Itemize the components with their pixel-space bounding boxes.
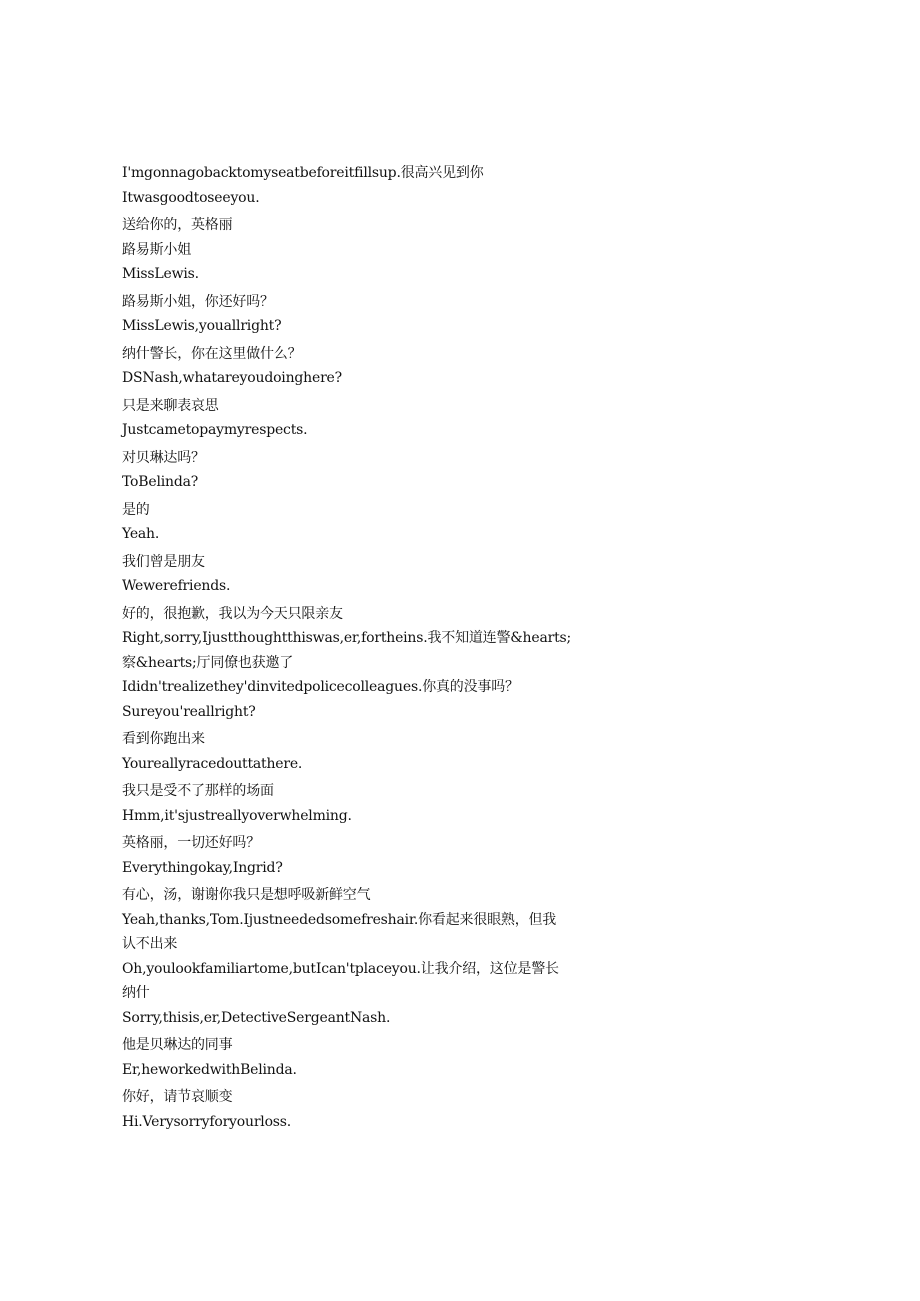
transcript-line: Er,heworkedwithBelinda.: [122, 1061, 297, 1078]
transcript-line: Right,sorry,Ijustthoughtthiswas,er,fortheins.我不知道连警&hearts;: [122, 630, 572, 646]
transcript-line: ToBelinda?: [122, 474, 199, 490]
transcript-line: 路易斯小姐: [122, 241, 191, 258]
transcript-line: 英格丽，一切还好吗？: [122, 835, 260, 851]
transcript-line: 我们曾是朋友: [122, 553, 205, 570]
transcript-line: Hmm,it'sjustreallyoverwhelming.: [122, 807, 352, 824]
transcript-line: Hi.Verysorryforyourloss.: [122, 1113, 292, 1130]
transcript-line: I'mgonnagobacktomyseatbeforeitfillsup.很高兴见到你: [122, 165, 484, 181]
transcript-line: Yeah,thanks,Tom.Ijustneededsomefreshair.你看起来很眼熟，但我: [122, 911, 557, 928]
transcript-line: Itwasgoodtoseeyou.: [122, 189, 260, 206]
transcript-line: Yeah.: [122, 526, 160, 542]
transcript-line: 路易斯小姐，你还好吗？: [122, 293, 274, 310]
transcript-line: 是的: [122, 501, 150, 518]
transcript-line: Justcametopaymyrespects.: [122, 422, 308, 438]
transcript-line: 你好，请节哀顺变: [122, 1089, 233, 1105]
transcript-line: Sorry,thisis,er,DetectiveSergeantNash.: [122, 1009, 391, 1026]
transcript-line: 有心，汤，谢谢你我只是想呼吸新鲜空气: [122, 887, 371, 903]
transcript-line: Sureyou'reallright?: [122, 703, 256, 720]
transcript-line: 察&hearts;厅同僚也获邀了: [122, 654, 294, 671]
transcript-line: Youreallyracedouttathere.: [122, 755, 303, 772]
transcript-line: MissLewis,youallright?: [122, 318, 282, 334]
transcript-line: DSNash,whatareyoudoinghere?: [122, 370, 342, 386]
transcript-line: 只是来聊表哀思: [122, 397, 219, 414]
transcript-line: Oh,youlookfamiliartome,butIcan'tplaceyou.让我介绍，这位是警长: [122, 960, 559, 977]
transcript-line: 送给你的，英格丽: [122, 217, 233, 233]
transcript-line: MissLewis.: [122, 266, 199, 282]
transcript-line: Everythingokay,Ingrid?: [122, 859, 283, 876]
transcript-line: 好的，很抱歉，我以为今天只限亲友: [122, 605, 343, 622]
transcript-line: 我只是受不了那样的场面: [122, 783, 274, 799]
transcript-line: Ididn'trealizethey'dinvitedpolicecolleagues.你真的没事吗？: [122, 679, 519, 695]
transcript-line: 纳什: [122, 985, 150, 1001]
transcript-line: 他是贝琳达的同事: [122, 1037, 233, 1053]
transcript-line: 看到你跑出来: [122, 731, 205, 747]
subtitle-transcript: [122, 161, 572, 1134]
transcript-line: 纳什警长，你在这里做什么？: [122, 345, 302, 362]
transcript-line: 对贝琳达吗？: [122, 449, 205, 466]
transcript-line: 认不出来: [122, 936, 178, 952]
transcript-line: Wewerefriends.: [122, 578, 231, 594]
